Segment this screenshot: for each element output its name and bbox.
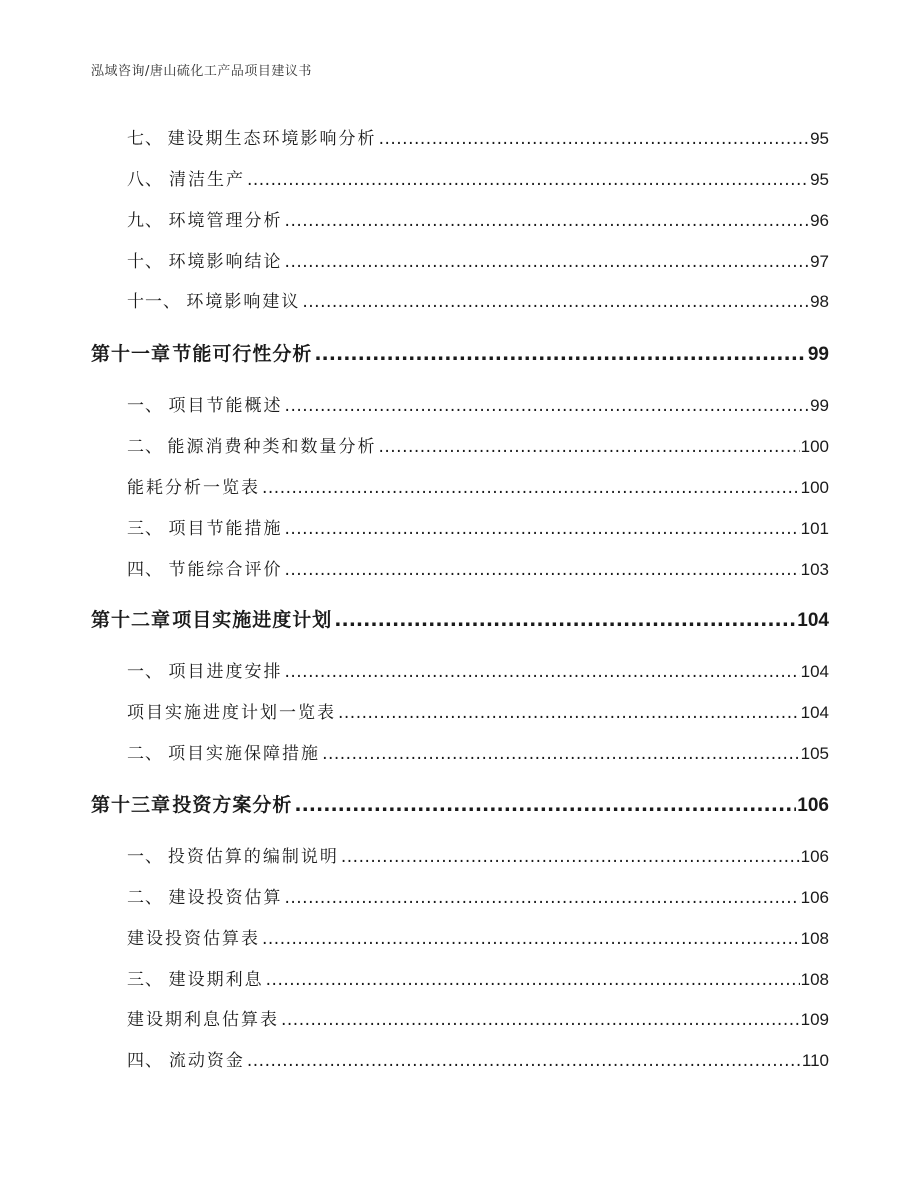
toc-section-entry[interactable] <box>0 555 920 581</box>
toc-section-entry[interactable] <box>0 698 920 724</box>
toc-dot-leader <box>262 478 800 498</box>
toc-page-number: 96 <box>810 211 829 230</box>
toc-page-number: 104 <box>800 662 829 681</box>
toc-entry-title: 建设期利息估算表 <box>127 1010 279 1030</box>
toc-page-number: 109 <box>800 1010 829 1029</box>
toc-entry-title: 环境管理分析 <box>168 211 283 231</box>
toc-dot-leader <box>314 343 807 365</box>
toc-page-number: 103 <box>800 560 829 579</box>
toc-dot-leader <box>247 170 809 190</box>
toc-entry-number: 四、 <box>127 560 163 580</box>
toc-section-entry[interactable] <box>0 1005 920 1031</box>
toc-entry-number: 三、 <box>127 970 163 990</box>
toc-section-entry[interactable] <box>0 883 920 909</box>
toc-section-entry[interactable] <box>0 432 920 458</box>
toc-entry-title: 投资方案分析 <box>172 794 293 816</box>
toc-entry-title: 节能可行性分析 <box>172 343 313 365</box>
toc-section-entry[interactable] <box>0 924 920 950</box>
toc-entry-title: 流动资金 <box>168 1051 245 1071</box>
toc-entry-number: 十、 <box>127 252 163 272</box>
toc-entry-title: 项目进度安排 <box>168 662 283 682</box>
toc-section-entry[interactable] <box>0 206 920 232</box>
toc-section-entry[interactable] <box>0 165 920 191</box>
toc-entry-title: 建设投资估算 <box>168 888 283 908</box>
toc-entry-number: 一、 <box>127 847 163 867</box>
toc-entry-number: 一、 <box>127 662 163 682</box>
toc-entry-title: 项目节能概述 <box>168 396 283 416</box>
toc-page-number: 101 <box>800 519 829 538</box>
toc-entry-number: 一、 <box>127 396 163 416</box>
toc-entry-title: 投资估算的编制说明 <box>167 847 339 867</box>
toc-page-number: 99 <box>810 396 829 415</box>
toc-chapter-entry[interactable] <box>0 339 920 367</box>
toc-entry-title: 项目实施进度计划 <box>172 609 333 631</box>
toc-entry-title: 项目节能措施 <box>168 519 283 539</box>
toc-page-number: 108 <box>800 970 829 989</box>
toc-page-number: 99 <box>807 344 829 365</box>
toc-dot-leader <box>294 794 796 816</box>
toc-entry-number: 二、 <box>127 437 163 457</box>
toc-entry-title: 节能综合评价 <box>168 560 283 580</box>
toc-page-number: 97 <box>810 252 829 271</box>
toc-dot-leader <box>284 888 799 908</box>
toc-entry-number: 二、 <box>127 744 163 764</box>
toc-entry-title: 项目实施进度计划一览表 <box>127 703 336 723</box>
toc-entry-title: 项目实施保障措施 <box>168 744 321 764</box>
toc-dot-leader <box>302 292 809 312</box>
toc-section-entry[interactable] <box>0 287 920 313</box>
toc-dot-leader <box>338 703 800 723</box>
toc-dot-leader <box>285 396 810 416</box>
toc-dot-leader <box>341 847 800 867</box>
toc-entry-title: 环境影响建议 <box>186 292 301 312</box>
toc-page-number: 95 <box>810 129 829 148</box>
toc-section-entry[interactable] <box>0 473 920 499</box>
toc-page-number: 95 <box>810 170 829 189</box>
toc-section-entry[interactable] <box>0 739 920 765</box>
toc-dot-leader <box>285 211 810 231</box>
toc-page-number: 98 <box>810 292 829 311</box>
toc-section-entry[interactable] <box>0 1046 920 1072</box>
toc-page-number: 106 <box>797 795 829 816</box>
toc-page-number: 106 <box>800 847 829 866</box>
toc-dot-leader <box>334 609 796 631</box>
toc-page-number: 110 <box>801 1051 829 1070</box>
toc-section-entry[interactable] <box>0 657 920 683</box>
toc-dot-leader <box>284 560 799 580</box>
toc-page-number: 104 <box>800 703 829 722</box>
toc-dot-leader <box>284 662 799 682</box>
toc-entry-number: 三、 <box>127 519 163 539</box>
toc-entry-number: 第十二章 <box>91 609 172 631</box>
toc-section-entry[interactable] <box>0 124 920 150</box>
toc-dot-leader <box>266 970 800 990</box>
toc-dot-leader <box>284 519 799 539</box>
toc-entry-number: 四、 <box>127 1051 163 1071</box>
toc-entry-number: 二、 <box>127 888 163 908</box>
toc-section-entry[interactable] <box>0 247 920 273</box>
toc-chapter-entry[interactable] <box>0 605 920 633</box>
toc-entry-number: 第十三章 <box>91 794 172 816</box>
toc-page-number: 105 <box>800 744 829 763</box>
toc-dot-leader <box>378 437 799 457</box>
toc-page-number: 106 <box>800 888 829 907</box>
toc-chapter-entry[interactable] <box>0 790 920 818</box>
toc-entry-number: 九、 <box>127 211 163 231</box>
toc-dot-leader <box>379 129 810 149</box>
toc-dot-leader <box>322 744 800 764</box>
toc-dot-leader <box>262 929 800 949</box>
toc-section-entry[interactable] <box>0 391 920 417</box>
toc-entry-number: 七、 <box>127 129 163 149</box>
toc-page-number: 100 <box>800 437 829 456</box>
toc-dot-leader <box>247 1051 801 1071</box>
toc-entry-number: 八、 <box>127 170 163 190</box>
toc-entry-number: 十一、 <box>127 292 181 312</box>
toc-section-entry[interactable] <box>0 842 920 868</box>
toc-section-entry[interactable] <box>0 514 920 540</box>
toc-page-number: 100 <box>800 478 829 497</box>
toc-entry-title: 建设期利息 <box>168 970 264 990</box>
toc-section-entry[interactable] <box>0 965 920 991</box>
toc-entry-title: 能源消费种类和数量分析 <box>167 437 377 457</box>
toc-page-number: 108 <box>800 929 829 948</box>
toc-entry-title: 建设期生态环境影响分析 <box>167 129 377 149</box>
toc-entry-number: 第十一章 <box>91 343 172 365</box>
toc-entry-title: 建设投资估算表 <box>127 929 260 949</box>
page-header: 泓域咨询/唐山硫化工产品项目建议书 <box>91 64 312 79</box>
toc-entry-title: 能耗分析一览表 <box>127 478 260 498</box>
toc-dot-leader <box>285 252 810 272</box>
toc-dot-leader <box>281 1010 800 1030</box>
toc-page-number: 104 <box>797 610 829 631</box>
toc-entry-title: 环境影响结论 <box>168 252 283 272</box>
toc-entry-title: 清洁生产 <box>168 170 245 190</box>
